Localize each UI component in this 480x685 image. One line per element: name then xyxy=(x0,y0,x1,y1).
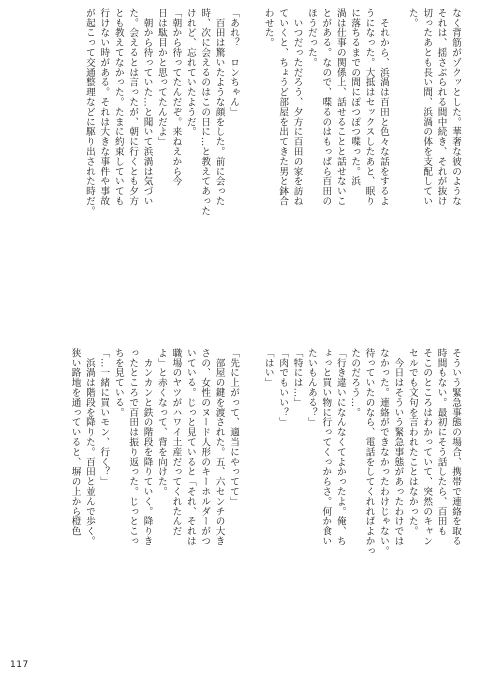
text-block-top-right: なく背筋がゾクッとした。華奢な彼のような それは、揺さぶられる間中続き、それが抜け 切ったあとも長い間、浜渦の体を支配してい た。 それから、浜渦は百田と色々な話をするよ うになった。大抵はセックスしたあと、眠り に落ちるまでの間にぽつぽつ喋った。浜 渦は仕事の関係上、話せることと話せないこ とがある。なので、喋るのはもっぱら百田の ほうだった。 いつだっただろう、夕方に百田の家を訪ね ていくと、ちょうど部屋を出てきた男と鉢合 わせた。 xyxy=(262,8,461,206)
text-block-bottom-right: そういう緊急事態の場合、携帯で連絡を取る 時間もない。最初にそう話したら、百田も そこのところはわかっていて、突然のキャン セルでも文句を言われたことはなかった。 今日はそういう緊急事態があったわけでは なかった。連絡ができなかったわけじゃない。 待っていたのなら、電話をしてくれればよかっ たのだろう…。 「行き違いになんなくてよかったよ。俺、ち ょっと買い物に行ってくっからさ。何か食い たいもんある？」 「特には…」 「肉でもいい？」 「はい」 xyxy=(262,348,461,556)
page-number: 117 xyxy=(10,660,29,670)
text-block-bottom-left: 「先に上がって、適当にやってて」 部屋の鍵を渡された。五、六センチの大き さの、女性のヌード人形のキーホルダーがつ いている。じっと見ていると「それ、それは 職場のヤツがハワイ土産だってくれたんだ よ」と赤くなって、背を向けた。 カンカンと鉄の階段を降りていく。降りき ったところで百田は振り返った。じっとこっ ちを見ている。 「…一緒に買いモン、行く？」 浜渦は階段を降りた。百田と並んで歩く。 狭い路地を通っていると、塀の上から橙色 xyxy=(69,348,239,546)
text-block-top-left: 「あれ？ ロンちゃん」 百田は驚いたような顔をした。前に会った 時、次に会えるのはこの日に…と教えてあった けれど、忘れていたようだ。 「朝から待ってたんだぞ。来ねえから今 日は駄目かと思ってたんだよ」 朝から待っていた…と聞いて浜渦は気づい た。会えるとは言ったが、朝に行くとも夕方 とも教えてなかった。たまに約束していても 行けない時がある。それは大きな事件や事故 が起こって交通整理などに駆り出された時だ。 xyxy=(83,8,239,216)
